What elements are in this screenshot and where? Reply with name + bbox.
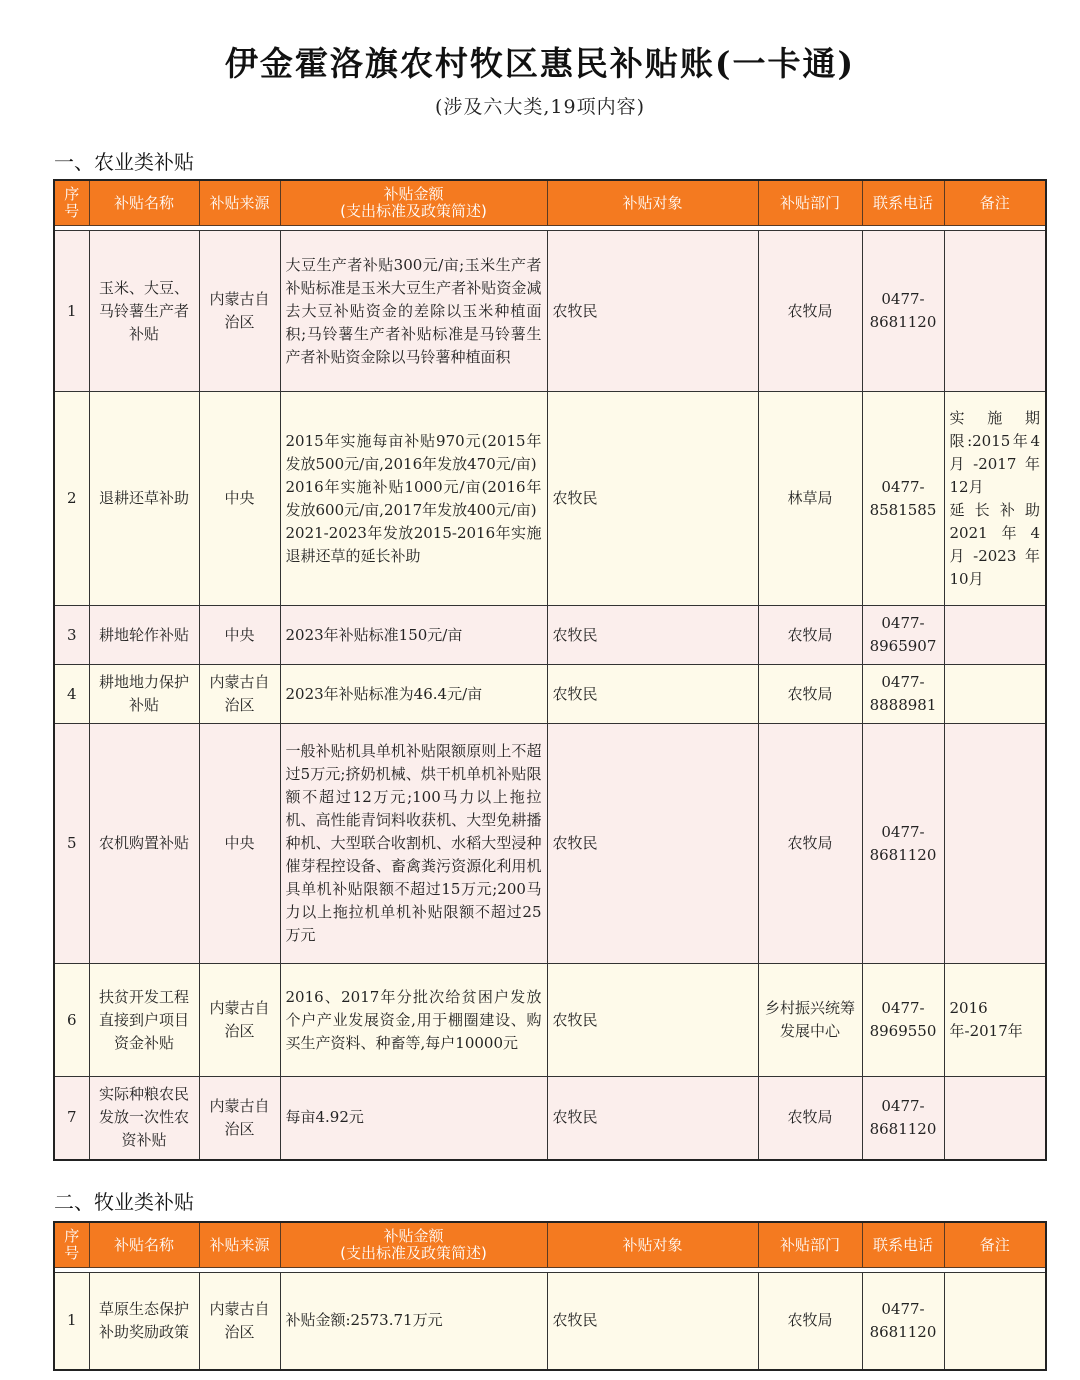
table-row: [54, 606, 1046, 665]
cell-dept: 农牧局: [758, 231, 862, 392]
cell-target: 农牧民: [547, 964, 758, 1077]
header-remark: 备注: [944, 180, 1046, 226]
cell-target: 农牧民: [547, 1273, 758, 1370]
cell-phone: 0477- 8888981: [862, 665, 944, 724]
header-amount-line1: 补贴金额: [383, 185, 444, 203]
header-amount-line2: (支出标准及政策简述): [340, 1244, 487, 1262]
cell-seq: 5: [54, 724, 89, 964]
section-title-agriculture: 一、农业类补贴: [54, 150, 194, 174]
table-row: [54, 724, 1046, 964]
cell-seq: 3: [54, 606, 89, 665]
cell-amount: 2023年补贴标准150元/亩: [280, 606, 547, 665]
cell-source: 中央: [199, 392, 280, 606]
section-title-livestock: 二、牧业类补贴: [54, 1190, 194, 1214]
table-row: [54, 231, 1046, 392]
header-dept: 补贴部门: [758, 180, 862, 226]
cell-phone: 0477- 8681120: [862, 724, 944, 964]
cell-name: 扶贫开发工程直接到户项目资金补贴: [89, 964, 199, 1077]
header-target: 补贴对象: [547, 180, 758, 226]
header-seq: 序 号: [54, 1222, 89, 1268]
cell-target: 农牧民: [547, 665, 758, 724]
cell-target: 农牧民: [547, 392, 758, 606]
livestock-subsidy-table: [53, 1221, 1047, 1371]
cell-amount: 每亩4.92元: [280, 1077, 547, 1160]
header-dept: 补贴部门: [758, 1222, 862, 1268]
cell-phone: 0477- 8681120: [862, 1273, 944, 1370]
cell-dept: 农牧局: [758, 1077, 862, 1160]
cell-dept: 农牧局: [758, 665, 862, 724]
cell-seq: 1: [54, 1273, 89, 1370]
cell-amount: 2016、2017年分批次给贫困户发放个户产业发展资金,用于棚圈建设、购买生产资料、种畜等,每户10000元: [280, 964, 547, 1077]
header-seq: 序 号: [54, 180, 89, 226]
cell-dept: 农牧局: [758, 606, 862, 665]
cell-source: 中央: [199, 606, 280, 665]
cell-source: 内蒙古自治区: [199, 1273, 280, 1370]
cell-name: 实际种粮农民发放一次性农资补贴: [89, 1077, 199, 1160]
cell-target: 农牧民: [547, 724, 758, 964]
cell-dept: 农牧局: [758, 1273, 862, 1370]
cell-remark: [944, 606, 1046, 665]
table-row: [54, 964, 1046, 1077]
table-row: [54, 392, 1046, 606]
cell-phone: 0477- 8581585: [862, 392, 944, 606]
header-phone: 联系电话: [862, 1222, 944, 1268]
cell-amount: 2023年补贴标准为46.4元/亩: [280, 665, 547, 724]
table-row: [54, 665, 1046, 724]
agriculture-subsidy-table: [53, 179, 1047, 1161]
header-amount: [280, 1222, 547, 1268]
table-header-row: [54, 180, 1046, 226]
page-subtitle: (涉及六大类,19项内容): [434, 96, 646, 118]
header-amount-line1: 补贴金额: [383, 1227, 444, 1245]
header-phone: 联系电话: [862, 180, 944, 226]
cell-source: 中央: [199, 724, 280, 964]
cell-name: 农机购置补贴: [89, 724, 199, 964]
cell-name: 玉米、大豆、马铃薯生产者补贴: [89, 231, 199, 392]
table-row: [54, 1273, 1046, 1370]
cell-phone: 0477- 8965907: [862, 606, 944, 665]
cell-remark: 实施期限:2015年4月-2017年12月 延长补助2021年4月-2023年10月: [944, 392, 1046, 606]
table-row: [54, 1077, 1046, 1160]
cell-seq: 1: [54, 231, 89, 392]
cell-target: 农牧民: [547, 231, 758, 392]
cell-source: 内蒙古自治区: [199, 1077, 280, 1160]
cell-amount: 一般补贴机具单机补贴限额原则上不超过5万元;挤奶机械、烘干机单机补贴限额不超过12万元;100马力以上拖拉机、高性能青饲料收获机、大型免耕播种机、大型联合收割机、水稻大型浸种催芽程控设备、畜禽粪污资源化利用机具单机补贴限额不超过15万元;200马力以上拖拉机单机补贴限额不超过25万元: [280, 724, 547, 964]
header-remark: 备注: [944, 1222, 1046, 1268]
cell-name: 耕地地力保护补贴: [89, 665, 199, 724]
page-title: 伊金霍洛旗农村牧区惠民补贴账(一卡通): [224, 44, 856, 83]
cell-remark: [944, 665, 1046, 724]
cell-remark: [944, 231, 1046, 392]
cell-phone: 0477- 8681120: [862, 231, 944, 392]
table-header-row: [54, 1222, 1046, 1268]
cell-amount: 大豆生产者补贴300元/亩;玉米生产者补贴标准是玉米大豆生产者补贴资金减去大豆补贴资金的差除以玉米种植面积;马铃薯生产者补贴标准是马铃薯生产者补贴资金除以马铃薯种植面积: [280, 231, 547, 392]
cell-dept: 林草局: [758, 392, 862, 606]
header-name: 补贴名称: [89, 180, 199, 226]
cell-remark: [944, 1273, 1046, 1370]
header-amount-line2: (支出标准及政策简述): [340, 202, 487, 220]
cell-source: 内蒙古自治区: [199, 665, 280, 724]
cell-target: 农牧民: [547, 606, 758, 665]
header-name: 补贴名称: [89, 1222, 199, 1268]
cell-name: 退耕还草补助: [89, 392, 199, 606]
cell-remark: 2016年-2017年: [944, 964, 1046, 1077]
cell-seq: 2: [54, 392, 89, 606]
cell-remark: [944, 724, 1046, 964]
cell-seq: 7: [54, 1077, 89, 1160]
cell-source: 内蒙古自治区: [199, 231, 280, 392]
header-source: 补贴来源: [199, 1222, 280, 1268]
header-amount: [280, 180, 547, 226]
cell-amount: 补贴金额:2573.71万元: [280, 1273, 547, 1370]
cell-phone: 0477- 8969550: [862, 964, 944, 1077]
cell-name: 耕地轮作补贴: [89, 606, 199, 665]
cell-name: 草原生态保护补助奖励政策: [89, 1273, 199, 1370]
cell-amount: 2015年实施每亩补贴970元(2015年发放500元/亩,2016年发放470元/亩) 2016年实施补贴1000元/亩(2016年发放600元/亩,2017年发放400元/亩) 2021-2023年发放2015-2016年实施退耕还草的延长补助: [280, 392, 547, 606]
cell-seq: 4: [54, 665, 89, 724]
cell-seq: 6: [54, 964, 89, 1077]
header-source: 补贴来源: [199, 180, 280, 226]
cell-phone: 0477- 8681120: [862, 1077, 944, 1160]
cell-dept: 乡村振兴统筹发展中心: [758, 964, 862, 1077]
cell-remark: [944, 1077, 1046, 1160]
header-target: 补贴对象: [547, 1222, 758, 1268]
cell-target: 农牧民: [547, 1077, 758, 1160]
cell-source: 内蒙古自治区: [199, 964, 280, 1077]
cell-dept: 农牧局: [758, 724, 862, 964]
